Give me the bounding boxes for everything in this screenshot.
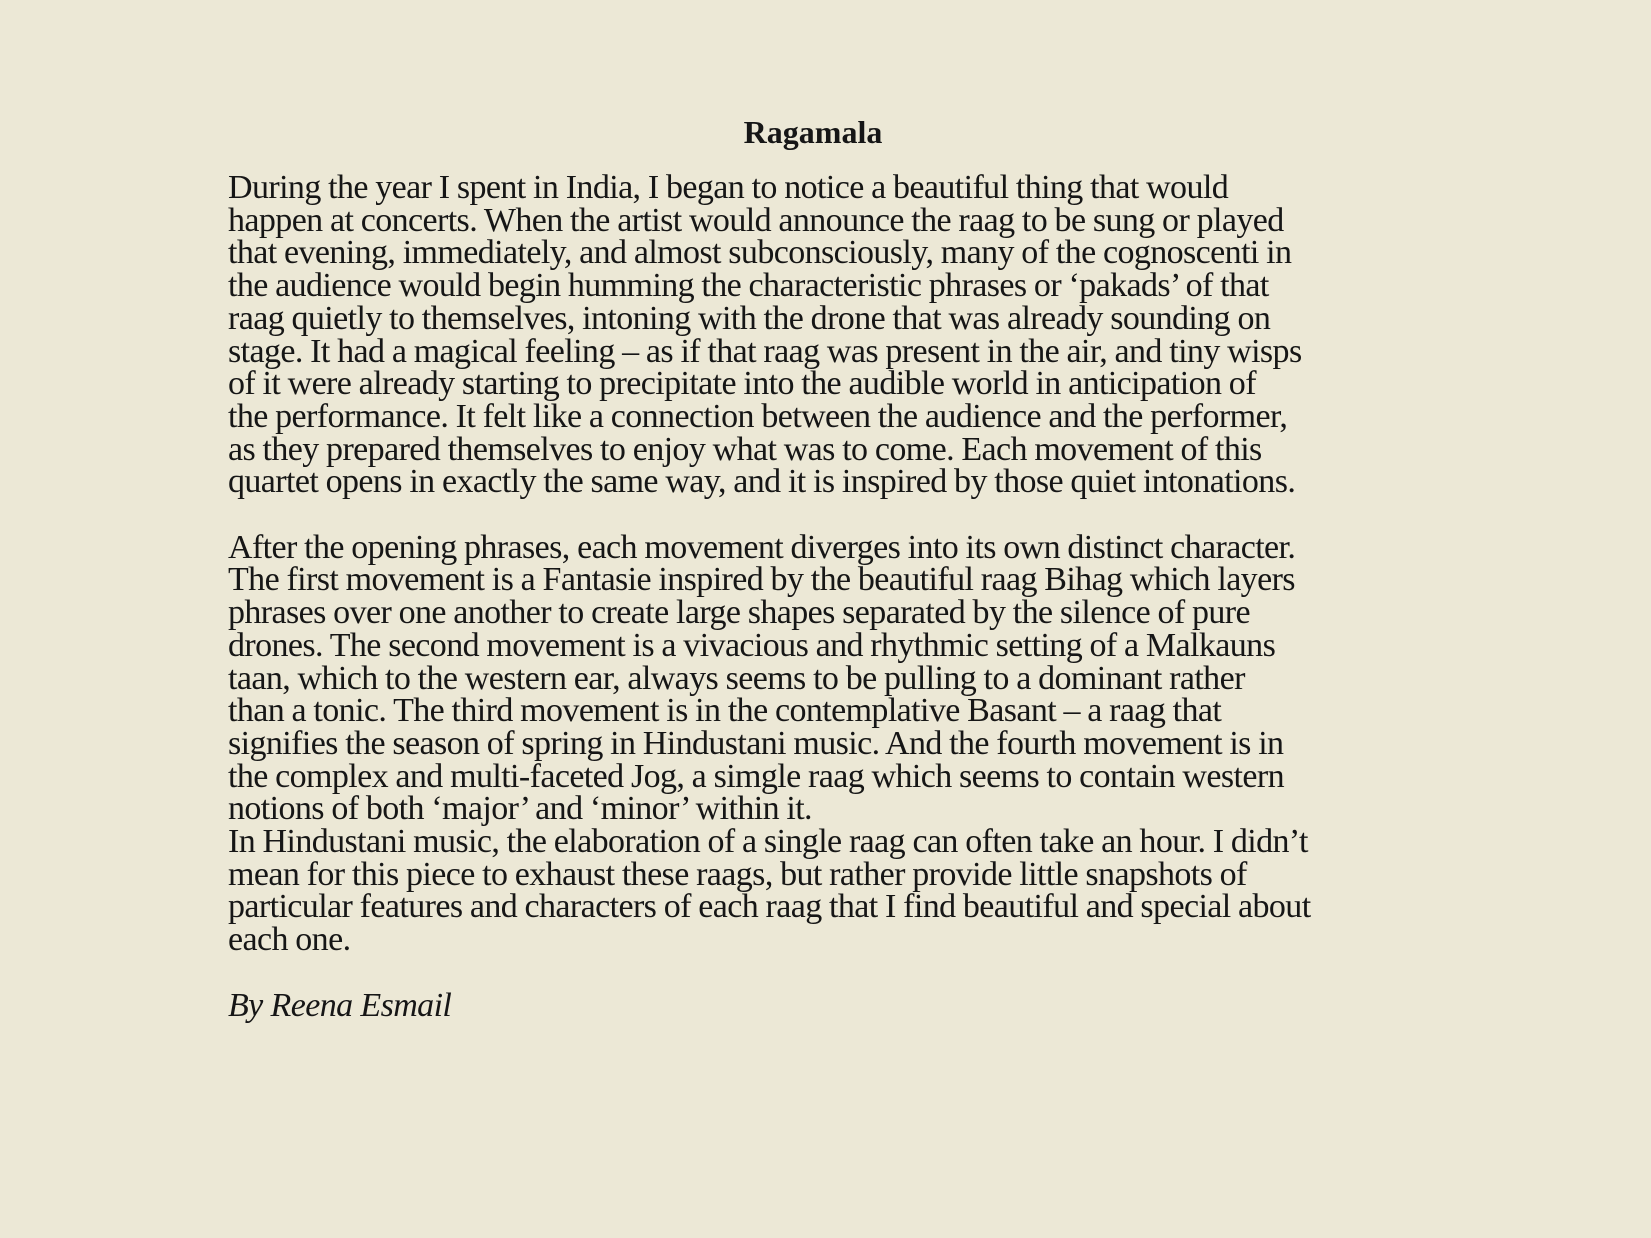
paragraph-hindustani [228, 823, 1428, 959]
text-line: notions of both ‘major’ and ‘minor’ within it. [228, 790, 812, 828]
paragraph-intro [228, 169, 1428, 501]
text-line: that evening, immediately, and almost subconsciously, many of the cognoscenti in [228, 234, 1292, 272]
text-line: signifies the season of spring in Hindustani music. And the fourth movement is in [228, 724, 1284, 762]
text-line: the audience would begin humming the characteristic phrases or ‘pakads’ of that [228, 267, 1269, 305]
text-line: stage. It had a magical feeling – as if that raag was present in the air, and tiny wisps [228, 332, 1302, 370]
text-line: the complex and multi-faceted Jog, a simgle raag which seems to contain western [228, 757, 1284, 795]
text-line: During the year I spent in India, I began to notice a beautiful thing that would [228, 169, 1229, 206]
paragraph-movements [228, 528, 1428, 828]
text-line: phrases over one another to create large shapes separated by the silence of pure [228, 594, 1251, 632]
text-line: The first movement is a Fantasie inspired by the beautiful raag Bihag which layers [228, 561, 1295, 599]
text-line: as they prepared themselves to enjoy what was to come. Each movement of this [228, 430, 1262, 468]
document-title: Ragamala [743, 114, 883, 150]
text-line: In Hindustani music, the elaboration of a single raag can often take an hour. I didn’t [228, 823, 1308, 861]
paragraph-spacer [228, 499, 1428, 532]
text-line: happen at concerts. When the artist would announce the raag to be sung or played [228, 201, 1284, 239]
text-line: After the opening phrases, each movement diverges into its own distinct character. [228, 528, 1296, 566]
text-line: quartet opens in exactly the same way, and it is inspired by those quiet intonations. [228, 463, 1296, 501]
text-line: mean for this piece to exhaust these raags, but rather provide little snapshots of [228, 855, 1247, 893]
paragraph-spacer [228, 957, 1428, 990]
text-line: taan, which to the western ear, always seems to be pulling to a dominant rather [228, 659, 1245, 697]
text-line: the performance. It felt like a connection between the audience and the performer, [228, 397, 1288, 435]
text-line: raag quietly to themselves, intoning with the drone that was already sounding on [228, 299, 1271, 337]
document-page [228, 112, 1428, 1022]
author-byline: By Reena Esmail [228, 986, 452, 1024]
text-line: of it were already starting to precipitate into the audible world in anticipation of [228, 365, 1256, 403]
text-line: each one. [228, 921, 351, 959]
text-line: drones. The second movement is a vivacious and rhythmic setting of a Malkauns [228, 626, 1276, 664]
text-line: than a tonic. The third movement is in the contemplative Basant – a raag that [228, 692, 1222, 730]
text-line: particular features and characters of each raag that I find beautiful and special about [228, 888, 1311, 926]
